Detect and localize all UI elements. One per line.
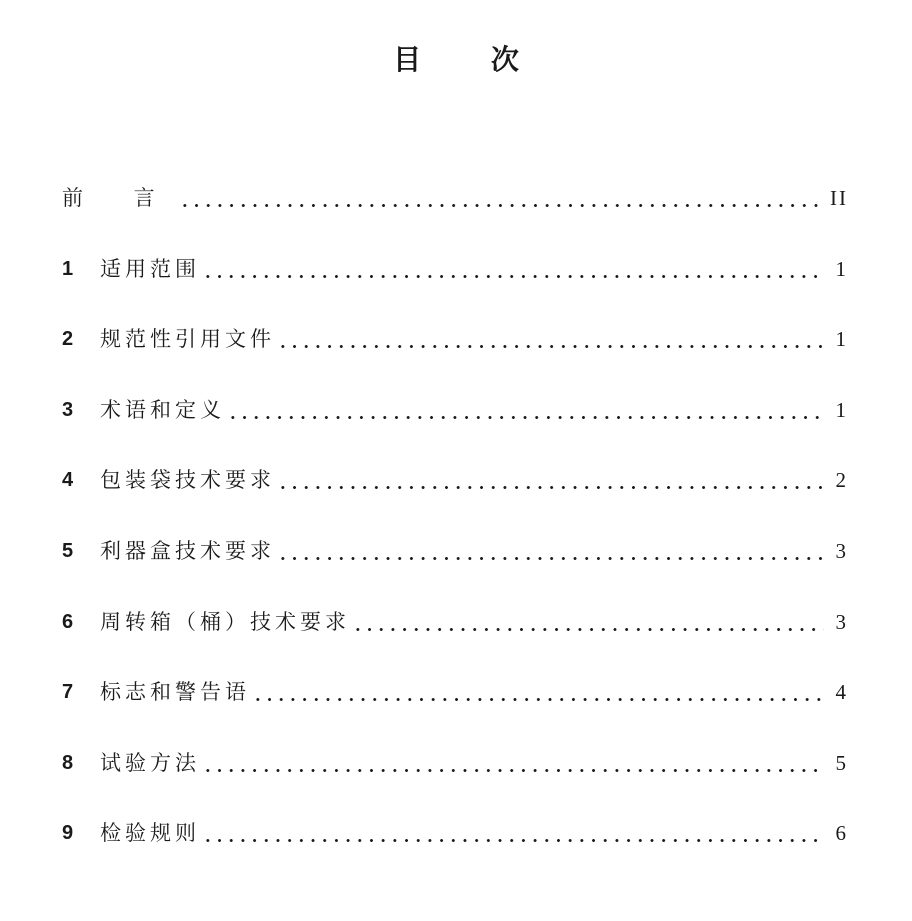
- toc-entry-page: 5: [835, 750, 848, 775]
- toc-entry-preface[interactable]: [62, 180, 848, 251]
- dot-leader: [227, 392, 824, 428]
- toc-entry-9[interactable]: [62, 815, 848, 886]
- page-title: 目 次: [393, 43, 549, 76]
- toc-entry-title: 规范性引用文件: [100, 327, 275, 352]
- toc-entry-6[interactable]: [62, 604, 848, 675]
- toc-entry-number: 4: [62, 469, 74, 492]
- toc-entry-title: 术语和定义: [100, 397, 225, 422]
- toc-entry-number: 9: [62, 822, 74, 845]
- toc-entry-page: 1: [835, 327, 848, 352]
- dot-leader: [202, 745, 824, 781]
- toc-entry-page: 3: [835, 609, 848, 634]
- toc-entry-number: 7: [62, 681, 74, 704]
- dot-leader: [179, 180, 820, 216]
- dot-leader: [277, 533, 824, 569]
- dot-leader: [277, 321, 824, 357]
- toc-entry-title: 适用范围: [100, 256, 200, 281]
- dot-leader: [277, 462, 824, 498]
- toc-entry-5[interactable]: [62, 533, 848, 604]
- toc-entry-8[interactable]: [62, 745, 848, 816]
- toc-entry-title: 利器盒技术要求: [100, 538, 275, 563]
- toc-entry-number: 5: [62, 539, 74, 562]
- table-of-contents: [62, 180, 848, 886]
- toc-entry-1[interactable]: [62, 251, 848, 322]
- toc-entry-number: 8: [62, 751, 74, 774]
- dot-leader: [252, 674, 824, 710]
- toc-entry-title: 周转箱（桶）技术要求: [100, 609, 350, 634]
- toc-entry-page: 1: [835, 397, 848, 422]
- toc-entry-title: 检验规则: [100, 821, 200, 846]
- dot-leader: [202, 251, 824, 287]
- toc-entry-page: II: [830, 186, 848, 210]
- toc-entry-number: 3: [62, 398, 74, 421]
- toc-entry-title: 试验方法: [100, 750, 200, 775]
- toc-entry-page: 3: [835, 538, 848, 563]
- toc-entry-7[interactable]: [62, 674, 848, 745]
- toc-entry-page: 4: [835, 680, 848, 705]
- toc-entry-page: 6: [835, 821, 848, 846]
- toc-entry-4[interactable]: [62, 462, 848, 533]
- toc-entry-3[interactable]: [62, 392, 848, 463]
- toc-entry-2[interactable]: [62, 321, 848, 392]
- toc-entry-title: 前 言: [62, 186, 177, 210]
- toc-entry-number: 1: [62, 257, 74, 280]
- toc-entry-page: 1: [835, 256, 848, 281]
- toc-entry-title: 标志和警告语: [100, 680, 250, 705]
- dot-leader: [202, 815, 824, 851]
- dot-leader: [352, 604, 824, 640]
- toc-entry-number: 2: [62, 328, 74, 351]
- toc-entry-page: 2: [835, 468, 848, 493]
- toc-entry-number: 6: [62, 610, 74, 633]
- toc-entry-title: 包装袋技术要求: [100, 468, 275, 493]
